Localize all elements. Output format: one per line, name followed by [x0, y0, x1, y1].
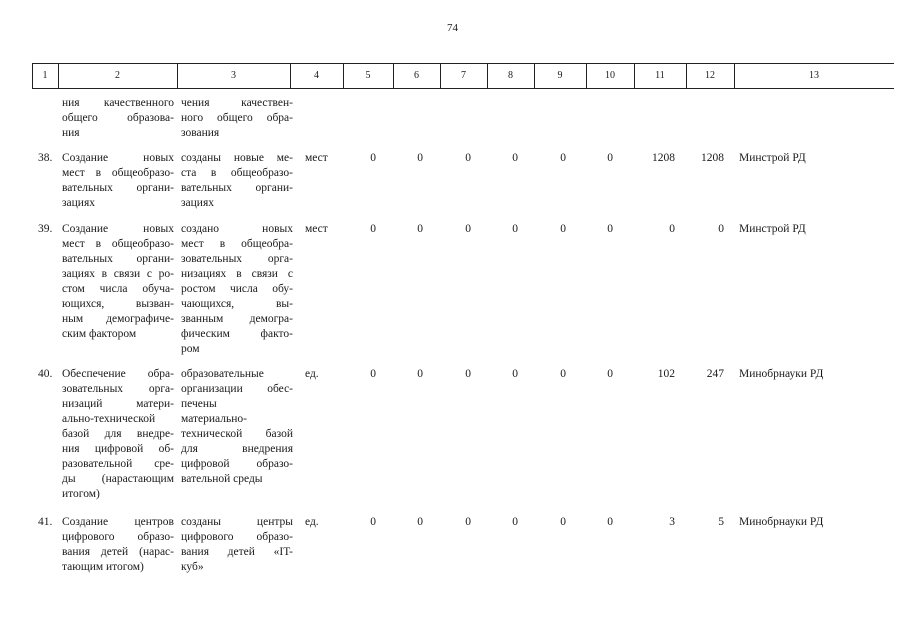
event-name-cell — [62, 222, 174, 342]
executor-cell: Минстрой РД — [739, 223, 806, 235]
value-cell: 0 — [370, 516, 376, 528]
text-line: печены — [181, 398, 217, 410]
text-line: организации обес- — [181, 383, 293, 395]
value-cell: 0 — [607, 516, 613, 528]
text-line: вательных органи- — [181, 182, 293, 194]
value-cell: 0 — [512, 516, 518, 528]
text-line: мест в общеобра- — [181, 238, 293, 250]
value-cell: 0 — [560, 152, 566, 164]
value-cell: 3 — [669, 516, 675, 528]
text-line: зациях в связи с ро- — [62, 268, 174, 280]
text-line: ного общего обра- — [181, 112, 293, 124]
column-header: 8 — [508, 70, 513, 81]
text-line: созданы центры — [181, 516, 293, 528]
text-line: создано новых — [181, 223, 293, 235]
result-cell — [181, 222, 293, 357]
value-cell: 247 — [706, 368, 724, 380]
text-line: разовательной сре- — [62, 458, 174, 470]
unit-cell: мест — [305, 223, 328, 235]
value-cell: 0 — [465, 516, 471, 528]
continuation-result-cell — [181, 96, 293, 141]
text-line: Создание новых — [62, 152, 174, 164]
executor-cell: Минобрнауки РД — [739, 516, 824, 528]
text-line: зовательных орга- — [181, 253, 293, 265]
text-line: ющихся, вызван- — [62, 298, 174, 310]
value-cell: 0 — [370, 152, 376, 164]
text-line: ростом числа обу- — [181, 283, 293, 295]
result-cell — [181, 515, 293, 575]
text-line: куб» — [181, 561, 204, 573]
text-line: общего образова- — [62, 112, 174, 124]
column-header: 5 — [365, 70, 371, 81]
event-name-cell — [62, 515, 174, 575]
text-line: ды (нарастающим — [62, 473, 174, 485]
text-line: вательной среды — [181, 473, 263, 485]
unit-cell: ед. — [305, 516, 319, 528]
text-line: зовательных орга- — [62, 383, 174, 395]
value-cell: 1208 — [701, 152, 724, 164]
value-cell: 0 — [465, 152, 471, 164]
text-line: цифрового образо- — [62, 531, 174, 543]
text-line: ским фактором — [62, 328, 137, 340]
text-line: фическим факто- — [181, 328, 293, 340]
text-line: тающим итогом) — [62, 561, 144, 573]
text-line: ально-технической — [62, 413, 156, 425]
text-line: ром — [181, 343, 200, 355]
unit-cell: мест — [305, 152, 328, 164]
text-line: вания детей (нарас- — [62, 546, 174, 558]
value-cell: 0 — [512, 223, 518, 235]
text-line: Создание центров — [62, 516, 174, 528]
executor-cell: Минобрнауки РД — [739, 368, 824, 380]
text-line: чения качествен- — [181, 97, 293, 109]
text-line: стом числа обуча- — [62, 283, 174, 295]
value-cell: 0 — [607, 368, 613, 380]
text-line: мест в общеобразо- — [62, 238, 174, 250]
result-cell — [181, 367, 293, 487]
value-cell: 0 — [370, 368, 376, 380]
value-cell: 0 — [560, 368, 566, 380]
text-line: вательных органи- — [62, 253, 174, 265]
text-line: цифровой образо- — [181, 458, 293, 470]
column-header: 10 — [605, 70, 615, 81]
value-cell: 102 — [657, 368, 675, 380]
column-header: 11 — [655, 70, 665, 81]
value-cell: 0 — [560, 223, 566, 235]
result-cell — [181, 151, 293, 211]
column-header: 4 — [314, 70, 319, 81]
text-line: низациях в связи с — [181, 268, 293, 280]
text-line: технической базой — [181, 428, 293, 440]
value-cell: 1208 — [652, 152, 675, 164]
text-line: ния — [62, 127, 80, 139]
row-number: 39. — [38, 223, 53, 235]
value-cell: 0 — [607, 152, 613, 164]
value-cell: 0 — [669, 223, 675, 235]
value-cell: 0 — [417, 223, 423, 235]
text-line: чающихся, вы- — [181, 298, 293, 310]
value-cell: 0 — [370, 223, 376, 235]
column-header: 13 — [809, 70, 819, 81]
value-cell: 0 — [417, 516, 423, 528]
text-line: образовательные — [181, 368, 264, 380]
page-number: 74 — [447, 22, 458, 34]
column-header: 7 — [461, 70, 466, 81]
value-cell: 0 — [417, 368, 423, 380]
text-line: цифрового образо- — [181, 531, 293, 543]
value-cell: 0 — [607, 223, 613, 235]
text-line: вательных органи- — [62, 182, 174, 194]
value-cell: 0 — [718, 223, 724, 235]
text-line: зациях — [181, 197, 214, 209]
column-header: 12 — [705, 70, 715, 81]
row-number: 40. — [38, 368, 53, 380]
row-number: 38. — [38, 152, 53, 164]
text-line: итогом) — [62, 488, 100, 500]
text-line: ния качественного — [62, 97, 174, 109]
value-cell: 0 — [417, 152, 423, 164]
value-cell: 0 — [512, 152, 518, 164]
text-line: ным демографиче- — [62, 313, 174, 325]
text-line: низаций матери- — [62, 398, 174, 410]
event-name-cell — [62, 151, 174, 211]
value-cell: 0 — [512, 368, 518, 380]
column-header: 9 — [557, 70, 563, 81]
text-line: зациях — [62, 197, 95, 209]
text-line: Обеспечение обра- — [62, 368, 174, 380]
column-header: 1 — [42, 70, 48, 81]
column-header: 6 — [414, 70, 419, 81]
executor-cell: Минстрой РД — [739, 152, 806, 164]
text-line: материально- — [181, 413, 247, 425]
text-line: базой для внедре- — [62, 428, 174, 440]
text-line: вания детей «IT- — [181, 546, 293, 558]
unit-cell: ед. — [305, 368, 319, 380]
text-line: званным демогра- — [181, 313, 293, 325]
table-header — [32, 63, 894, 89]
row-number: 41. — [38, 516, 53, 528]
text-line: мест в общеобразо- — [62, 167, 174, 179]
value-cell: 0 — [560, 516, 566, 528]
text-line: зования — [181, 127, 220, 139]
text-line: для внедрения — [181, 443, 293, 455]
text-line: ста в общеобразо- — [181, 167, 293, 179]
value-cell: 0 — [465, 368, 471, 380]
continuation-name-cell — [62, 96, 174, 141]
text-line: Создание новых — [62, 223, 174, 235]
text-line: ния цифровой об- — [62, 443, 174, 455]
value-cell: 0 — [465, 223, 471, 235]
column-header: 3 — [231, 70, 236, 81]
value-cell: 5 — [718, 516, 724, 528]
event-name-cell — [62, 367, 174, 502]
column-header: 2 — [115, 70, 120, 81]
text-line: созданы новые ме- — [181, 152, 293, 164]
